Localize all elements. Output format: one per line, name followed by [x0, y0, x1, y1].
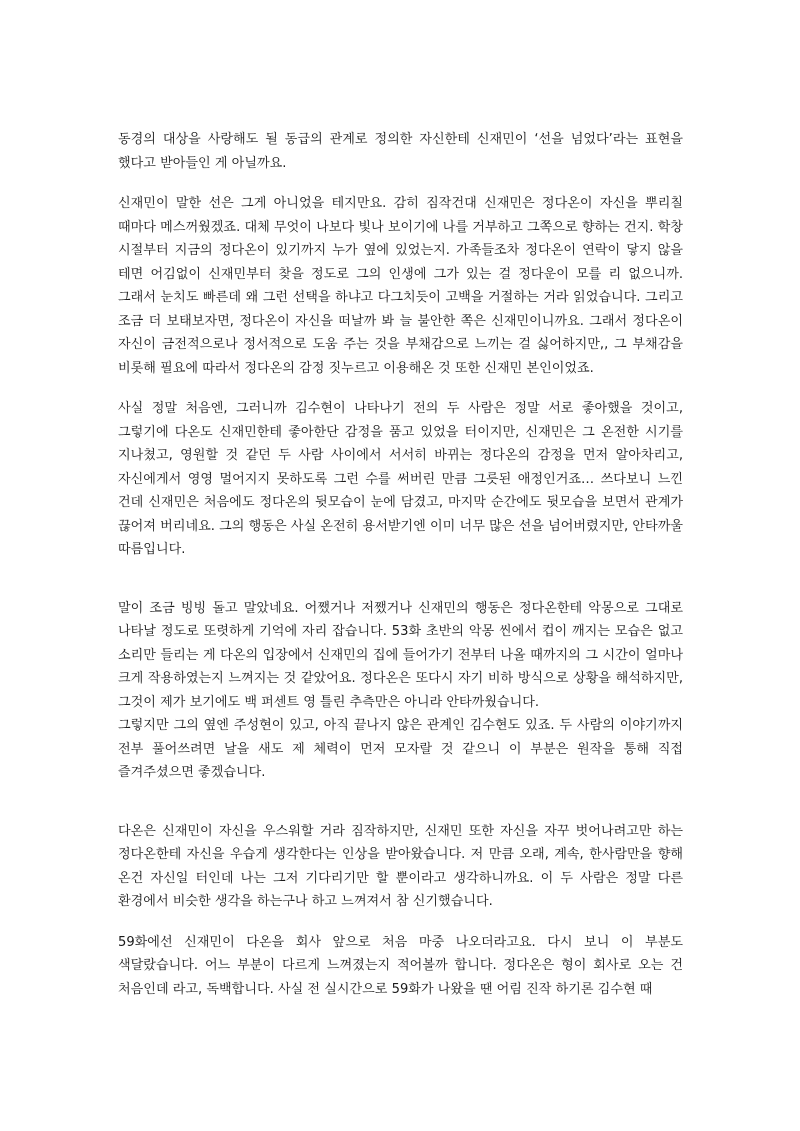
paragraph: 59화에선 신재민이 다온을 회사 앞으로 처음 마중 나오더라고요. 다시 보니 이 부분도 색달랐습니다. 어느 부분이 다르게 느껴졌는지 적어볼까 합니다. 정다온은 형이 회사로 오는 건 처음인데 라고, 독백합니다. 사실 전 실시간으로 59화가 나왔을 땐 어림 진작 하기론 김수현 때 — [118, 934, 683, 997]
paragraph: 말이 조금 빙빙 돌고 말았네요. 어쨌거나 저쨌거나 신재민의 행동은 정다온한테 악몽으로 그대로 나타날 정도로 또렷하게 기억에 자리 잡습니다. 53화 초반의 악몽 씬에서 컵이 깨지는 모습은 없고 소리만 들리는 게 다온의 입장에서 신재민의 집에 들어가기 전부터 나올 때까지의 그 시간이 얼마나 크게 작용하였는지 느껴지는 것 같았어요. 정다온은 또다시 자기 비하 방식으로 상황을 해석하지만, 그것이 제가 보기에도 백 퍼센트 영 틀린 추측만은 아니라 안타까웠습니다. — [118, 600, 683, 710]
paragraph-gap — [118, 914, 683, 931]
paragraph: 다온은 신재민이 자신을 우스워할 거라 짐작하지만, 신재민 또한 자신을 자꾸 벗어나려고만 하는 정다온한테 자신을 우습게 생각한다는 인상을 받아왔습니다. 저 만큼 오래, 계속, 한사람만을 향해 온건 자신일 터인데 나는 그저 기다리기만 할 뿐이라고 생각하니까요. 이 두 사람은 정말 다른 환경에서 비슷한 생각을 하는구나 하고 느껴져서 참 신기했습니다. — [118, 823, 683, 909]
section-gap — [118, 562, 683, 597]
document-body — [118, 128, 683, 1001]
paragraph: 동경의 대상을 사랑해도 될 동급의 관계로 정의한 자신한테 신재민이 ‘선을 넘었다’라는 표현을 했다고 받아들인 게 아닐까요. — [118, 132, 683, 171]
section-gap — [118, 785, 683, 820]
paragraph: 사실 정말 처음엔, 그러니까 김수현이 나타나기 전의 두 사람은 정말 서로 좋아했을 것이고, 그렇기에 다온도 신재민한테 좋아한단 감정을 품고 있었을 터이지만, 신재민은 그 온전한 시기를 지나쳤고, 영원할 것 같던 두 사람 사이에서 서서히 바뀌는 정다온의 감정을 먼저 알아차리고, 자신에게서 영영 멀어지지 못하도록 그런 수를 써버린 만큼 그릇된 애정인거죠… 쓰다보니 느낀 건데 신재민은 처음에도 정다온의 뒷모습이 눈에 담겼고, 마지막 순간에도 뒷모습을 보면서 관계가 끊어져 버리네요. 그의 행동은 사실 온전히 용서받기엔 이미 너무 많은 선을 넘어버렸지만, 안타까울 따름입니다. — [118, 401, 683, 557]
paragraph: 신재민이 말한 선은 그게 아니었을 테지만요. 감히 짐작건대 신재민은 정다온이 자신을 뿌리칠 때마다 메스꺼웠겠죠. 대체 무엇이 나보다 빛나 보이기에 나를 거부하고 그쪽으로 향하는 건지. 학창 시절부터 지금의 정다온이 있기까지 누가 옆에 있었는지. 가족들조차 정다온이 연락이 닿지 않을 테면 어김없이 신재민부터 찾을 정도로 그의 인생에 그가 있는 걸 정다운이 모를 리 없으니까. 그래서 눈치도 빠른데 왜 그런 선택을 하냐고 다그치듯이 고백을 거절하는 거라 읽었습니다. 그리고 조금 더 보태보자면, 정다온이 자신을 떠날까 봐 늘 불안한 쪽은 신재민이니까요. 그래서 정다온이 자신이 금전적으로나 정서적으로 도움 주는 것을 부채감으로 느끼는 걸 싫어하지만,, 그 부채감을 비롯해 필요에 따라서 정다온의 감정 짓누르고 이용해온 것 또한 신재민 본인이었죠. — [118, 196, 683, 376]
paragraph: 그렇지만 그의 옆엔 주성현이 있고, 아직 끝나지 않은 관계인 김수현도 있죠. 두 사람의 이야기까지 전부 풀어쓰려면 날을 새도 제 체력이 먼저 모자랄 것 같으니 이 부분은 원작을 통해 직접 즐겨주셨으면 좋겠습니다. — [118, 718, 683, 780]
paragraph-gap — [118, 175, 683, 192]
paragraph-gap — [118, 380, 683, 397]
